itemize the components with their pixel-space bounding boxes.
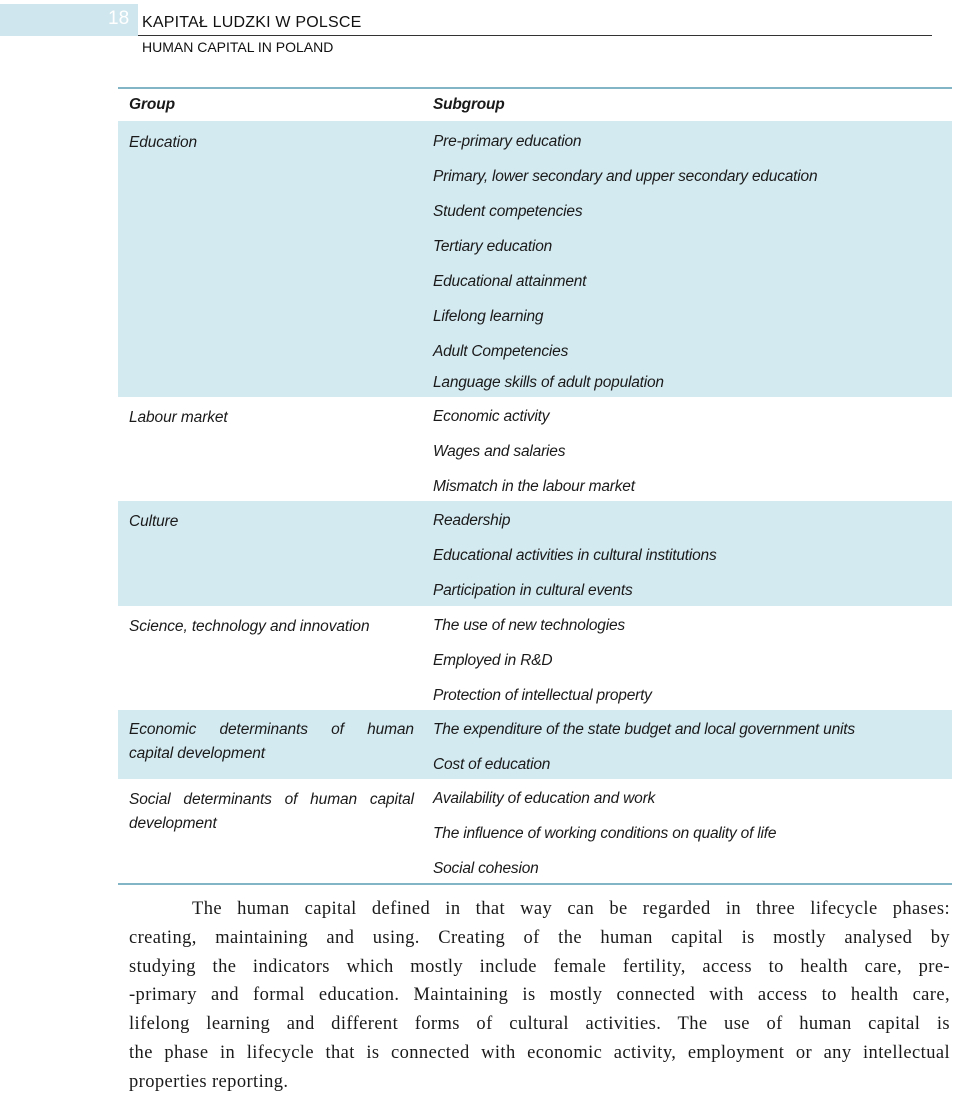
subgroup-item: Primary, lower secondary and upper secondary education [433,168,818,185]
paragraph-line: The human capital defined in that way can be regarded in three lifecycle phases: [192,899,950,919]
subgroup-item: Availability of education and work [433,790,656,807]
subgroup-item: Pre-primary education [433,133,582,150]
table-row [118,606,952,710]
table-bottom-rule [118,883,952,885]
group-word: Economic [129,721,197,738]
subgroup-item: Language skills of adult population [433,374,664,391]
group-word: determinants [219,721,308,738]
group-cell-line: development [129,815,217,832]
group-cell-line [129,788,414,812]
table-header-row [118,89,952,121]
subgroup-item: Cost of education [433,756,551,773]
subgroup-item: Mismatch in the labour market [433,478,635,495]
paragraph-line: -primary and formal education. Maintaining is mostly connected with access to health care, [129,985,950,1006]
column-header-group: Group [129,96,175,113]
group-cell-line [129,718,414,742]
group-cell [129,788,414,836]
table-row [118,397,952,501]
header-divider [138,35,932,36]
subgroup-cell [433,397,943,501]
group-cell-line: capital development [129,745,265,762]
group-word: of [284,791,298,808]
running-title: KAPITAŁ LUDZKI W POLSCE [142,14,362,31]
paragraph-line: creating, maintaining and using. Creating of the human capital is mostly analysed by [129,927,950,948]
column-header-subgroup-label: Subgroup [433,96,505,113]
subgroup-item: Economic activity [433,408,550,425]
group-word: human [367,721,414,738]
paragraph-line: properties reporting. [129,1071,289,1092]
subgroup-item: The expenditure of the state budget and local government units [433,721,855,738]
subgroup-item: Social cohesion [433,860,539,877]
table-row [118,501,952,606]
subgroup-item: Protection of intellectual property [433,687,652,704]
subgroup-cell [433,121,943,397]
subgroup-item: Participation in cultural events [433,582,633,599]
subgroup-item: The influence of working conditions on quality of life [433,825,777,842]
table-row [118,779,952,883]
group-cell: Labour market [129,409,228,426]
group-cell: Culture [129,513,179,530]
subgroup-item: Student competencies [433,203,583,220]
group-word: human [310,791,358,808]
group-word: determinants [183,791,272,808]
group-word: of [331,721,344,738]
subgroup-item: Readership [433,512,511,529]
subgroup-cell [433,606,943,710]
subgroup-item: Educational activities in cultural institutions [433,547,717,564]
subgroup-item: Employed in R&D [433,652,553,669]
subgroup-item: Adult Competencies [433,343,569,360]
paragraph-line: studying the indicators which mostly include female fertility, access to health care, pre- [129,956,950,977]
paragraph-line: the phase in lifecycle that is connected with economic activity, employment or any intellectual [129,1042,950,1063]
page-number: 18 [108,8,130,29]
body-paragraph [129,895,950,1097]
table-row [118,121,952,397]
running-subtitle: HUMAN CAPITAL IN POLAND [142,39,334,55]
group-word: Social [129,791,171,808]
subgroup-item: Educational attainment [433,273,587,290]
subgroup-cell [433,779,943,883]
subgroup-item: Wages and salaries [433,443,566,460]
group-word: capital [369,791,414,808]
group-cell: Education [129,134,198,151]
subgroup-cell [433,501,943,606]
subgroup-cell [433,710,943,779]
subgroup-item: The use of new technologies [433,617,625,634]
subgroup-item: Tertiary education [433,238,553,255]
table-row [118,710,952,779]
group-cell: Science, technology and innovation [129,618,370,635]
paragraph-line: lifelong learning and different forms of cultural activities. The use of human capital is [129,1014,950,1035]
group-cell [129,718,414,766]
subgroup-item: Lifelong learning [433,308,544,325]
